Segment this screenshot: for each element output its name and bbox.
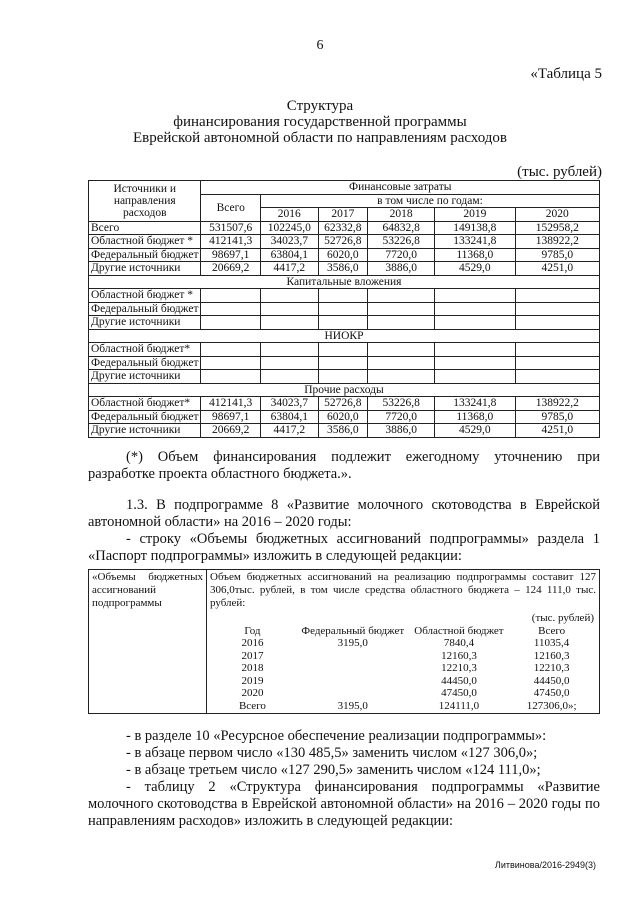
footnote xyxy=(88,449,600,483)
value-cell: 53226,8 xyxy=(368,397,435,411)
header-costs: Финансовые затраты xyxy=(201,181,600,195)
value-cell xyxy=(318,370,368,384)
value-cell: 63804,1 xyxy=(260,410,318,424)
value-cell xyxy=(260,302,318,316)
table-label: «Таблица 5 xyxy=(530,66,602,82)
passport-year-cell: 2016 xyxy=(241,637,264,649)
passport-fed-cell xyxy=(295,687,411,700)
value-cell xyxy=(515,343,599,357)
value-cell: 133241,8 xyxy=(435,235,516,249)
value-cell: 102245,0 xyxy=(260,221,318,235)
row-label: Областной бюджет* xyxy=(89,397,201,411)
passport-row xyxy=(210,687,596,700)
value-cell xyxy=(260,316,318,330)
value-cell xyxy=(435,370,516,384)
passport-left-text: «Объемы бюджетных ассигнований подпрограммы xyxy=(92,571,203,609)
units-label: (тыс. рублей) xyxy=(517,164,602,180)
value-cell xyxy=(318,302,368,316)
section-capital: Капитальные вложения xyxy=(89,275,600,289)
row-label: Другие источники xyxy=(89,424,201,438)
value-cell: 3886,0 xyxy=(368,424,435,438)
value-cell xyxy=(515,356,599,370)
value-cell: 149138,8 xyxy=(435,221,516,235)
value-cell: 152958,2 xyxy=(515,221,599,235)
table-row xyxy=(89,262,600,276)
value-cell xyxy=(201,289,260,303)
year-cell: 2020 xyxy=(515,208,599,222)
row-label: Федеральный бюджет xyxy=(89,356,201,370)
passport-reg-cell: 44450,0 xyxy=(441,674,477,687)
value-cell xyxy=(368,316,435,330)
passport-fed-cell: 3195,0 xyxy=(337,637,368,649)
value-cell: 4417,2 xyxy=(260,262,318,276)
value-cell: 9785,0 xyxy=(515,410,599,424)
value-cell: 6020,0 xyxy=(318,248,368,262)
value-cell xyxy=(201,302,260,316)
table-row xyxy=(89,248,600,262)
title-line-1: Структура xyxy=(286,98,354,114)
table-row xyxy=(89,316,600,330)
row-label: Областной бюджет * xyxy=(89,235,201,249)
value-cell xyxy=(515,289,599,303)
value-cell: 133241,8 xyxy=(435,397,516,411)
paragraph-passport: - строку «Объемы бюджетных ассигнований подпрограммы» раздела 1 «Паспорт подпрограммы» изложить в следующей редакции: xyxy=(88,531,600,564)
value-cell xyxy=(435,343,516,357)
header-total: Всего xyxy=(201,194,260,221)
value-cell: 531507,6 xyxy=(201,221,260,235)
value-cell xyxy=(368,289,435,303)
document-title xyxy=(0,98,640,146)
row-label: Федеральный бюджет xyxy=(89,248,201,262)
value-cell: 52726,8 xyxy=(318,235,368,249)
value-cell: 34023,7 xyxy=(260,397,318,411)
value-cell xyxy=(260,343,318,357)
value-cell xyxy=(260,370,318,384)
value-cell: 34023,7 xyxy=(260,235,318,249)
bullet-item: - в разделе 10 «Ресурсное обеспечение реализации подпрограммы»: xyxy=(126,728,547,744)
section-other: Прочие расходы xyxy=(89,383,600,397)
passport-total-cell: 12160,3 xyxy=(533,649,570,662)
value-cell xyxy=(318,343,368,357)
passport-fed-cell: 3195,0 xyxy=(337,699,368,712)
passport-reg-cell: 124111,0 xyxy=(438,699,480,712)
row-label: Областной бюджет* xyxy=(89,343,201,357)
value-cell xyxy=(515,316,599,330)
row-label: Федеральный бюджет xyxy=(89,302,201,316)
value-cell: 138922,2 xyxy=(515,397,599,411)
table-row xyxy=(89,235,600,249)
footer-code: Литвинова/2016-2949(3) xyxy=(494,860,596,870)
passport-breakdown xyxy=(210,612,596,712)
bullet-item: - таблицу 2 «Структура финансирования подпрограммы «Развитие молочного скотоводства в Еврейской автономной области» на 2016 – 2020 годы по направлениям расходов» изложить в следующей редакции: xyxy=(88,779,600,829)
value-cell: 11368,0 xyxy=(435,410,516,424)
passport-year-cell: 2018 xyxy=(241,662,264,674)
year-cell: 2017 xyxy=(318,208,368,222)
table-row xyxy=(89,343,600,357)
value-cell xyxy=(435,302,516,316)
passport-units: (тыс. рублей) xyxy=(531,612,594,624)
year-cell: 2016 xyxy=(260,208,318,222)
value-cell: 98697,1 xyxy=(201,248,260,262)
col-total: Всего xyxy=(538,624,566,637)
value-cell: 7720,0 xyxy=(368,410,435,424)
value-cell: 4417,2 xyxy=(260,424,318,438)
value-cell: 4529,0 xyxy=(435,424,516,438)
row-label: Другие источники xyxy=(89,262,201,276)
year-cell: 2019 xyxy=(435,208,516,222)
footnote-text: (*) Объем финансирования подлежит ежегодному уточнению при разработке проекта областного бюджета.». xyxy=(88,449,600,482)
value-cell: 53226,8 xyxy=(368,235,435,249)
row-label: Областной бюджет * xyxy=(89,289,201,303)
col-federal: Федеральный бюджет xyxy=(301,624,405,637)
value-cell: 7720,0 xyxy=(368,248,435,262)
value-cell: 4251,0 xyxy=(515,262,599,276)
passport-year-cell: Всего xyxy=(238,699,266,712)
passport-row xyxy=(210,675,596,688)
passport-row xyxy=(210,637,596,650)
table-row xyxy=(89,356,600,370)
value-cell: 20669,2 xyxy=(201,424,260,438)
table-row xyxy=(89,221,600,235)
value-cell xyxy=(435,356,516,370)
value-cell: 4251,0 xyxy=(515,424,599,438)
passport-intro: Объем бюджетных ассигнований на реализацию подпрограммы составит 127 306,0тыс. рублей, в том числе средства областного бюджета – 124 111,0 тыс. рублей: xyxy=(210,571,596,609)
value-cell: 52726,8 xyxy=(318,397,368,411)
title-line-2: финансирования государственной программы xyxy=(173,114,467,130)
value-cell xyxy=(201,343,260,357)
passport-reg-cell: 7840,4 xyxy=(443,637,475,649)
value-cell: 412141,3 xyxy=(201,397,260,411)
value-cell xyxy=(201,316,260,330)
value-cell xyxy=(368,302,435,316)
value-cell xyxy=(318,356,368,370)
value-cell xyxy=(368,356,435,370)
value-cell: 64832,8 xyxy=(368,221,435,235)
value-cell xyxy=(201,370,260,384)
value-cell xyxy=(260,356,318,370)
value-cell xyxy=(318,289,368,303)
passport-fed-cell xyxy=(295,662,411,675)
passport-year-cell: 2020 xyxy=(241,687,264,699)
value-cell xyxy=(435,316,516,330)
value-cell xyxy=(515,370,599,384)
passport-fed-cell xyxy=(295,650,411,663)
passport-year-cell: 2017 xyxy=(241,649,264,662)
row-label: Федеральный бюджет xyxy=(89,410,201,424)
row-label: Всего xyxy=(89,221,201,235)
passport-left-cell xyxy=(89,570,207,714)
passport-reg-cell: 47450,0 xyxy=(441,687,477,699)
value-cell: 98697,1 xyxy=(201,410,260,424)
section-niokr: НИОКР xyxy=(89,329,600,343)
passport-reg-cell: 12210,3 xyxy=(441,662,477,674)
financing-table xyxy=(88,180,600,438)
row-label: Другие источники xyxy=(89,370,201,384)
passport-total-cell: 12210,3 xyxy=(533,662,570,674)
value-cell xyxy=(318,316,368,330)
value-cell xyxy=(201,356,260,370)
col-regional: Областной бюджет xyxy=(414,624,504,637)
table-row xyxy=(89,302,600,316)
value-cell: 3886,0 xyxy=(368,262,435,276)
value-cell xyxy=(368,343,435,357)
row-label: Другие источники xyxy=(89,316,201,330)
value-cell xyxy=(435,289,516,303)
value-cell: 4529,0 xyxy=(435,262,516,276)
paragraph-1-3: 1.3. В подпрограмме 8 «Развитие молочного скотоводства в Еврейской автономной области» на 2016 – 2020 годы: xyxy=(88,497,600,530)
value-cell: 62332,8 xyxy=(318,221,368,235)
passport-reg-cell: 12160,3 xyxy=(441,649,477,662)
value-cell: 3586,0 xyxy=(318,262,368,276)
header-years-label: в том числе по годам: xyxy=(260,194,599,208)
passport-total-cell: 11035,4 xyxy=(533,637,570,649)
passport-row xyxy=(210,700,596,713)
passport-total-cell: 47450,0 xyxy=(533,687,570,699)
value-cell xyxy=(515,302,599,316)
value-cell xyxy=(260,289,318,303)
table-row xyxy=(89,370,600,384)
passport-fed-cell xyxy=(295,675,411,688)
value-cell: 63804,1 xyxy=(260,248,318,262)
passport-row xyxy=(210,662,596,675)
passport-total-cell: 127306,0»; xyxy=(526,699,577,712)
title-line-3: Еврейской автономной области по направлениям расходов xyxy=(132,130,508,146)
value-cell: 6020,0 xyxy=(318,410,368,424)
value-cell: 412141,3 xyxy=(201,235,260,249)
value-cell: 138922,2 xyxy=(515,235,599,249)
passport-right-cell xyxy=(207,570,600,714)
value-cell: 20669,2 xyxy=(201,262,260,276)
bullet-list xyxy=(88,728,600,830)
passport-year-cell: 2019 xyxy=(241,674,264,687)
table-row xyxy=(89,424,600,438)
col-year: Год xyxy=(244,624,261,637)
value-cell: 9785,0 xyxy=(515,248,599,262)
table-row xyxy=(89,410,600,424)
page-number: 6 xyxy=(316,38,324,53)
bullet-item: - в абзаце третьем число «127 290,5» заменить числом «124 111,0»; xyxy=(126,762,541,778)
bullet-item: - в абзаце первом число «130 485,5» заменить числом «127 306,0»; xyxy=(126,745,538,761)
value-cell: 11368,0 xyxy=(435,248,516,262)
amendment-paragraphs xyxy=(88,497,600,565)
table-row xyxy=(89,289,600,303)
header-sources: Источники и направления расходов xyxy=(89,181,201,222)
passport-row xyxy=(210,650,596,663)
passport-table xyxy=(88,569,600,714)
value-cell xyxy=(368,370,435,384)
passport-total-cell: 44450,0 xyxy=(533,674,570,687)
table-row xyxy=(89,397,600,411)
year-cell: 2018 xyxy=(368,208,435,222)
value-cell: 3586,0 xyxy=(318,424,368,438)
